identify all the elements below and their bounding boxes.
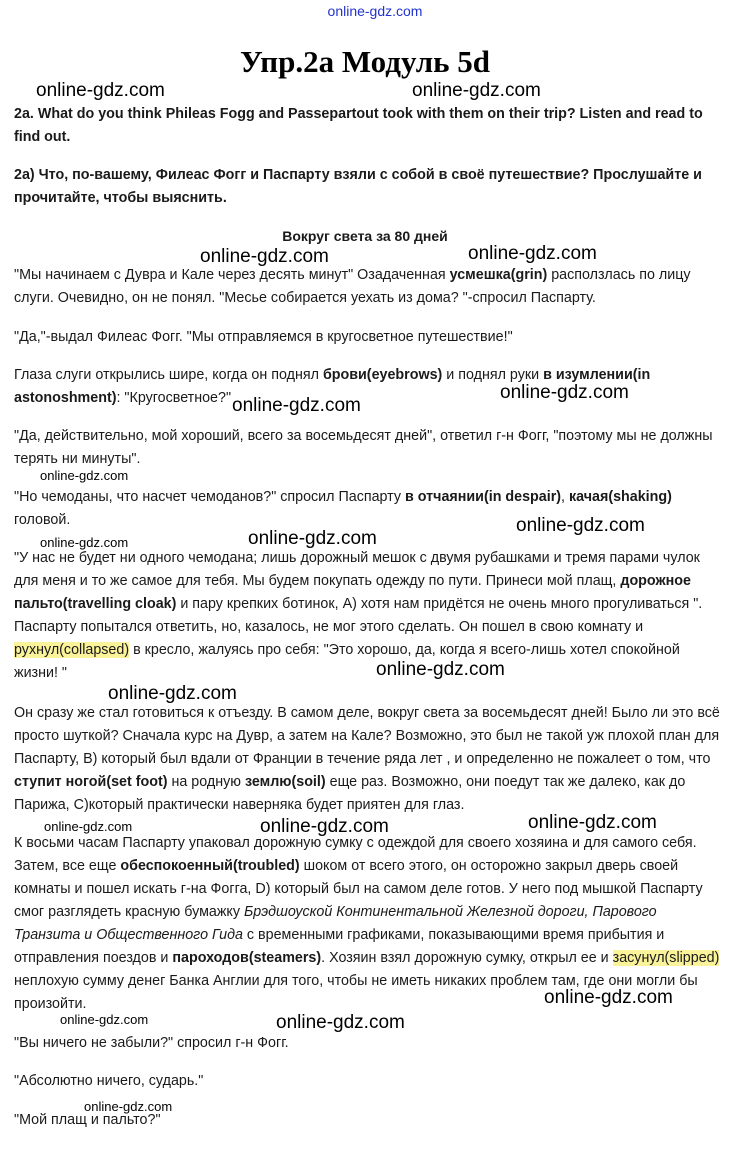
guide-title-italic: Брэдшоуской Континентальной Железной дороги, Парового Транзита и Общественного Гида [14,904,657,943]
p9-text: "Вы ничего не забыли?" спросил г-н Фогг. [14,1035,289,1051]
watermark: online-gdz.com [376,659,505,680]
p1-text-a: "Мы начинаем с Дувра и Кале через десять минут" Озадаченная [14,267,450,283]
p8-text-e: . Хозяин взял дорожную сумку, открыл ее и [321,950,613,966]
p3-text-a: Глаза слуги открылись шире, когда он поднял [14,367,323,383]
watermark: online-gdz.com [248,528,377,549]
p8-text-f: неплохую сумму денег Банка Англии для того, чтобы не иметь никаких проблем там, где они могли бы произойти. [14,973,698,1012]
p5-text-d: головой. [14,512,71,528]
p8-text-d: с временными графиками, показывающими время прибытия и отправления поездов и [14,927,665,966]
p11-text: "Мой плащ и пальто?" [14,1112,161,1128]
watermark-small: online-gdz.com [44,819,133,834]
vocab-despair: в отчаянии(in despair) [405,489,562,505]
watermark: online-gdz.com [500,382,629,403]
watermark: online-gdz.com [544,987,673,1008]
p10-text: "Абсолютно ничего, сударь." [14,1073,204,1089]
watermark-small: online-gdz.com [60,1012,149,1027]
page-title: Упр.2а Модуль 5d [240,44,490,79]
vocab-troubled: обеспокоенный(troubled) [120,858,300,874]
watermark: online-gdz.com [528,812,657,833]
vocab-set-foot: ступит ногой(set foot) [14,774,168,790]
watermark: online-gdz.com [36,80,165,101]
paragraph-4 [14,425,724,471]
p8-text-a: К восьми часам Паспарту упаковал дорожную сумку с одеждой для своего хозяина и для самого себя. Затем, все еще [14,835,697,874]
watermark: online-gdz.com [108,683,237,704]
watermark: online-gdz.com [412,80,541,101]
p5-text-a: "Но чемоданы, что насчет чемоданов?" спросил Паспарту [14,489,406,505]
p3-text-d: : "Кругосветное?" [116,390,232,406]
watermark-small: online-gdz.com [40,468,129,483]
vocab-travelling-cloak: дорожное пальто(travelling cloak) [14,573,691,612]
paragraph-10 [14,1070,724,1093]
watermark: online-gdz.com [232,395,361,416]
paragraph-1 [14,264,724,310]
p1-text-c: расползлась по лицу слуги. Очевидно, он не понял. "Месье собирается уехать из дома? "-спросил Паспарту. [14,267,691,306]
p8-text-c: шоком от всего этого, он осторожно закрыл дверь своей комнаты и пошел искать г-на Фогга, D) который был на самом деле готов. У него под мышкой Паспарту смог разглядеть красную бумажку [14,858,703,920]
watermark: online-gdz.com [516,515,645,536]
watermark: online-gdz.com [260,816,389,837]
top-watermark: online-gdz.com [327,3,423,19]
vocab-collapsed-highlight: рухнул(collapsed) [14,642,130,658]
p7-text-c: на родную [167,774,245,790]
task-english-text: 2a. What do you think Phileas Fogg and Passepartout took with them on their trip? Listen and read to find out. [14,106,703,145]
paragraph-7 [14,702,724,817]
p6-text-a: "У нас не будет ни одного чемодана; лишь дорожный мешок с двумя рубашками и тремя парами чулок для меня и то же самое для тебя. Мы будем покупать одежду по пути. Принеси мой плащ, [14,550,700,589]
vocab-soil: землю(soil) [244,774,326,790]
p4-text: "Да, действительно, мой хороший, всего за восемьдесят дней", ответил г-н Фогг, "поэтому мы не должны терять ни минуты". [14,428,713,467]
paragraph-2 [14,326,724,349]
vocab-grin: усмешка(grin) [449,267,548,283]
paragraph-6 [14,547,724,685]
p7-text-a: Он сразу же стал готовиться к отъезду. В самом деле, вокруг света за восемьдесят дней! Было ли это всё просто шуткой? Сначала курс на Дувр, а затем на Кале? Возможно, это был не такой уж плохой план для Паспарту, B) который был вдали от Франции в течение ряда лет , и определенно не пожалеет о том, что [14,705,720,767]
p6-text-c: и пару крепких ботинок, A) хотя нам придётся не очень много прогуливаться ". Паспарту попытался ответить, но, казалось, не мог этого сделать. Он пошел в свою комнату и [14,596,703,635]
vocab-shaking: качая(shaking) [568,489,672,505]
vocab-astonishment: в изумлении(in astonoshment) [14,367,651,406]
watermark: online-gdz.com [200,246,329,267]
story-heading: Вокруг света за 80 дней [282,228,448,244]
watermark: online-gdz.com [276,1012,405,1033]
task-english [14,103,724,149]
p2-text: "Да,"-выдал Филеас Фогг. "Мы отправляемся в кругосветное путешествие!" [14,329,513,345]
p3-text-c: и поднял руки [442,367,544,383]
vocab-eyebrows: брови(eyebrows) [322,367,443,383]
watermark-small: online-gdz.com [84,1099,173,1114]
vocab-slipped-highlight: засунул(slipped) [612,950,720,966]
vocab-steamers: пароходов(steamers) [172,950,322,966]
task-russian [14,164,724,210]
task-russian-text: 2а) Что, по-вашему, Филеас Фогг и Паспарту взяли с собой в своё путешествие? Прослушайте и прочитайте, чтобы выяснить. [14,167,702,206]
watermark-small: online-gdz.com [40,535,129,550]
p5-text-c: , [561,489,569,505]
paragraph-9 [14,1032,724,1055]
p6-text-d: в кресло, жалуясь про себя: "Это хорошо, да, когда я всего-лишь хотел спокойной жизни! " [14,642,680,681]
p7-text-d: еще раз. Возможно, они поедут так же далеко, как до Парижа, C)который практически наверняка будет приятен для глаз. [14,774,686,813]
watermark: online-gdz.com [468,243,597,264]
